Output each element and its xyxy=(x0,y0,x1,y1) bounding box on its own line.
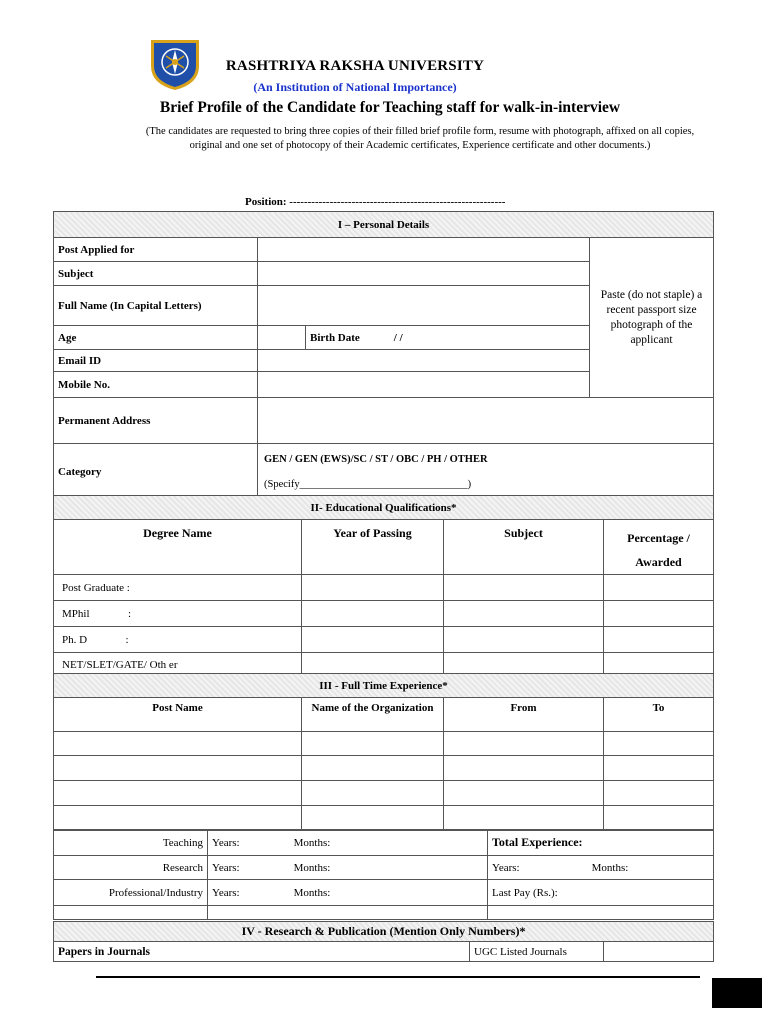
personal-details-heading: I – Personal Details xyxy=(54,212,714,238)
pg-subject-field[interactable] xyxy=(444,575,604,601)
professional-field[interactable] xyxy=(208,880,488,906)
degree-mphil: MPhil : xyxy=(54,601,302,627)
exp-row3-from[interactable] xyxy=(444,781,604,806)
research-heading: IV - Research & Publication (Mention Only Numbers)* xyxy=(54,922,714,942)
email-label: Email ID xyxy=(54,350,258,372)
phd-percent-field[interactable] xyxy=(604,627,714,653)
professional-years: Years: xyxy=(212,886,240,899)
col-percentage xyxy=(604,520,714,575)
exp-row3-post[interactable] xyxy=(54,781,302,806)
papers-label: Papers in Journals xyxy=(54,942,470,962)
post-applied-label: Post Applied for xyxy=(54,238,258,262)
education-heading: II- Educational Qualifications* xyxy=(54,496,714,520)
category-label: Category xyxy=(54,444,258,500)
table-row xyxy=(54,627,714,653)
mobile-label: Mobile No. xyxy=(54,372,258,398)
personal-details-table xyxy=(53,211,714,500)
full-name-label: Full Name (In Capital Letters) xyxy=(54,286,258,326)
experience-heading: III - Full Time Experience* xyxy=(54,674,714,698)
col-organization: Name of the Organization xyxy=(302,698,444,732)
table-row xyxy=(54,601,714,627)
exp-row3-to[interactable] xyxy=(604,781,714,806)
col-to: To xyxy=(604,698,714,732)
address-field[interactable] xyxy=(258,398,714,444)
col-degree: Degree Name xyxy=(54,520,302,575)
education-table xyxy=(53,495,714,677)
page-corner-block xyxy=(712,978,762,1008)
total-experience-label: Total Experience: xyxy=(488,830,714,856)
research-label: Research xyxy=(54,856,208,880)
research-months: Months: xyxy=(293,861,331,874)
research-table xyxy=(53,921,714,962)
university-name: RASHTRIYA RAKSHA UNIVERSITY xyxy=(225,58,485,74)
exp-row1-post[interactable] xyxy=(54,732,302,756)
ugc-label: UGC Listed Journals xyxy=(470,942,604,962)
email-field[interactable] xyxy=(258,350,590,372)
table-row xyxy=(54,732,714,756)
total-experience-field[interactable] xyxy=(488,856,714,880)
professional-months: Months: xyxy=(293,886,331,899)
category-options: GEN / GEN (EWS)/SC / ST / OBC / PH / OTHER xyxy=(264,453,488,465)
exp-row2-org[interactable] xyxy=(302,756,444,781)
mphil-percent-field[interactable] xyxy=(604,601,714,627)
age-field[interactable] xyxy=(258,326,306,350)
full-name-field[interactable] xyxy=(258,286,590,326)
exp-row4-post[interactable] xyxy=(54,806,302,831)
col-awarded-label: Awarded xyxy=(635,555,682,569)
degree-net: NET/SLET/GATE/ Oth er xyxy=(54,653,302,677)
category-field[interactable] xyxy=(258,444,714,500)
footer-rule xyxy=(96,976,700,978)
position-field[interactable]: Position: ----------------------------------------------------------- xyxy=(245,196,506,208)
mobile-field[interactable] xyxy=(258,372,590,398)
instruction-note: (The candidates are requested to bring three copies of their filled brief profile form, resume with photograph, affixed on all copies, original and one set of photocopy of their Academic certificates, Experience certificate and other documents.) xyxy=(145,126,695,151)
pg-percent-field[interactable] xyxy=(604,575,714,601)
exp-row4-to[interactable] xyxy=(604,806,714,831)
subject-field[interactable] xyxy=(258,262,590,286)
exp-row1-org[interactable] xyxy=(302,732,444,756)
teaching-years: Years: xyxy=(212,836,240,849)
post-applied-field[interactable] xyxy=(258,238,590,262)
form-title: Brief Profile of the Candidate for Teaching staff for walk-in-interview xyxy=(159,99,621,116)
col-percentage-label: Percentage / xyxy=(627,531,690,545)
col-from: From xyxy=(444,698,604,732)
exp-row2-post[interactable] xyxy=(54,756,302,781)
teaching-label: Teaching xyxy=(54,830,208,856)
col-year: Year of Passing xyxy=(302,520,444,575)
phd-subject-field[interactable] xyxy=(444,627,604,653)
exp-row1-from[interactable] xyxy=(444,732,604,756)
address-label: Permanent Address xyxy=(54,398,258,444)
last-pay-label: Last Pay (Rs.): xyxy=(492,886,558,899)
birth-date-field[interactable] xyxy=(306,326,590,350)
table-row xyxy=(54,575,714,601)
professional-label: Professional/Industry xyxy=(54,880,208,906)
mphil-subject-field[interactable] xyxy=(444,601,604,627)
table-row xyxy=(54,756,714,781)
total-years: Years: xyxy=(492,861,520,874)
total-months: Months: xyxy=(591,861,629,874)
birth-date-label: Birth Date xyxy=(310,331,360,344)
exp-row2-to[interactable] xyxy=(604,756,714,781)
table-row xyxy=(54,781,714,806)
research-field[interactable] xyxy=(208,856,488,880)
subject-label: Subject xyxy=(54,262,258,286)
col-post-name: Post Name xyxy=(54,698,302,732)
last-pay-field[interactable] xyxy=(488,880,714,906)
ugc-field[interactable] xyxy=(604,942,714,962)
experience-summary-table xyxy=(53,829,714,920)
category-specify: (Specify________________________________) xyxy=(264,478,472,490)
table-row xyxy=(54,806,714,831)
exp-row4-from[interactable] xyxy=(444,806,604,831)
photo-box[interactable]: Paste (do not staple) a recent passport size photograph of the applicant xyxy=(590,238,714,398)
teaching-field[interactable] xyxy=(208,830,488,856)
birth-date-separators: / / xyxy=(393,331,403,344)
exp-row4-org[interactable] xyxy=(302,806,444,831)
degree-pg: Post Graduate : xyxy=(54,575,302,601)
degree-phd: Ph. D : xyxy=(54,627,302,653)
age-label: Age xyxy=(54,326,258,350)
institution-subtitle: (An Institution of National Importance) xyxy=(253,80,457,94)
exp-row2-from[interactable] xyxy=(444,756,604,781)
col-subject: Subject xyxy=(444,520,604,575)
exp-row1-to[interactable] xyxy=(604,732,714,756)
pg-year-field[interactable] xyxy=(302,575,444,601)
mphil-year-field[interactable] xyxy=(302,601,444,627)
phd-year-field[interactable] xyxy=(302,627,444,653)
research-years: Years: xyxy=(212,861,240,874)
exp-row3-org[interactable] xyxy=(302,781,444,806)
experience-table xyxy=(53,673,714,831)
teaching-months: Months: xyxy=(293,836,331,849)
